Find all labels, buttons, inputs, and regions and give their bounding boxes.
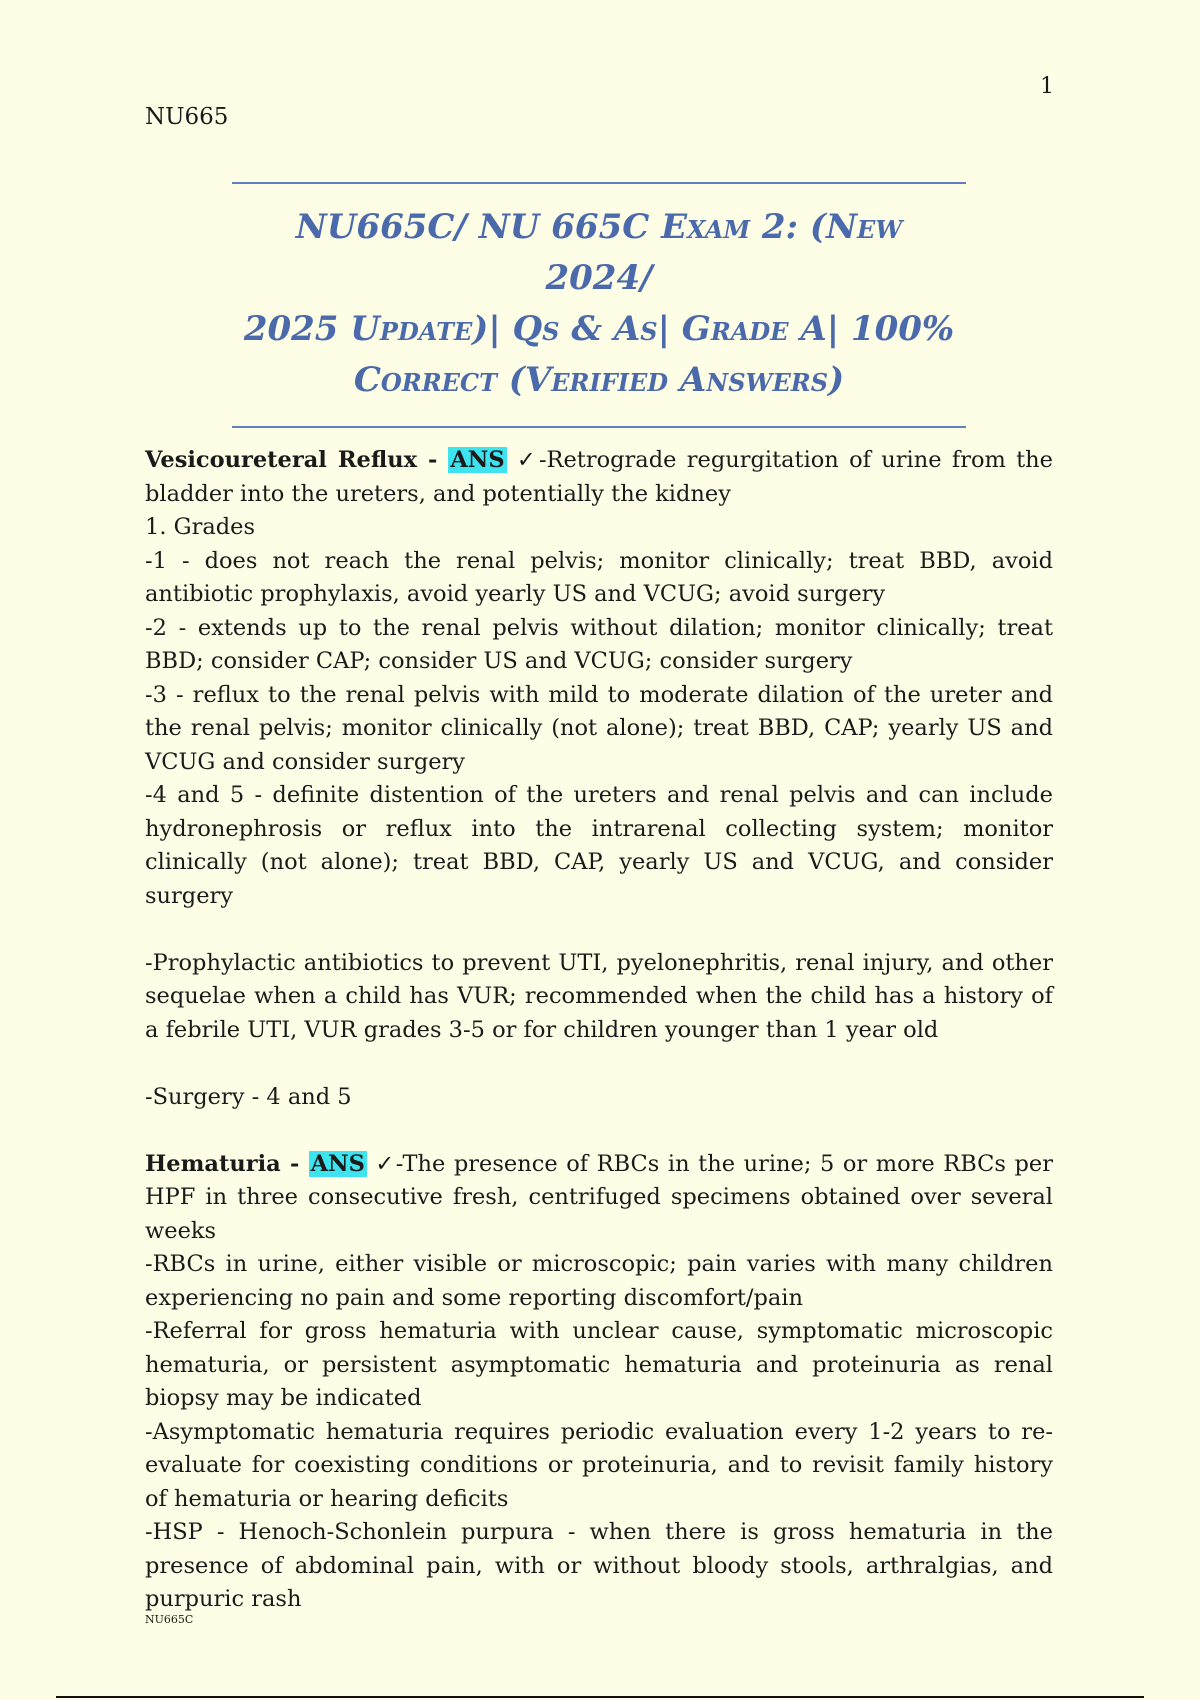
list-item: -3 - reflux to the renal pelvis with mild to moderate dilation of the ureter and the renal pelvis; monitor clinically (not alone); treat BBD, CAP; yearly US and VCUG and consider surgery <box>145 681 1053 775</box>
list-item: -Referral for gross hematuria with unclear cause, symptomatic microscopic hematuria, or persistent asymptomatic hematuria and proteinuria as renal biopsy may be indicated <box>145 1318 1053 1411</box>
document-title <box>232 182 966 428</box>
entry-term: Vesicoureteral Reflux - <box>145 447 449 473</box>
ans-badge: ANS <box>450 447 505 473</box>
list-item: 1. Grades <box>145 514 256 540</box>
entry-definition: ✓-Retrograde regurgitation of urine from the bladder into the ureters, and potentially the kidney <box>145 447 1053 507</box>
page-number: 1 <box>1040 74 1054 99</box>
qa-entry-vesicoureteral-reflux <box>145 444 1053 511</box>
list-item: -4 and 5 - definite distention of the ureters and renal pelvis and can include hydronephrosis or reflux into the intrarenal collecting system; monitor clinically (not alone); treat BBD, CAP, yearly US and VCUG, and consider surgery <box>145 782 1053 909</box>
list-item: -Surgery - 4 and 5 <box>145 1083 352 1110</box>
entry-term: Hematuria - <box>145 1150 309 1177</box>
footer-course-code: NU665C <box>145 1613 194 1626</box>
qa-entry-hematuria <box>145 1148 1053 1249</box>
list-item: -1 - does not reach the renal pelvis; monitor clinically; treat BBD, avoid antibiotic prophylaxis, avoid yearly US and VCUG; avoid surgery <box>145 547 1053 607</box>
list-item: -Asymptomatic hematuria requires periodic evaluation every 1-2 years to re-evaluate for coexisting conditions or proteinuria, and to revisit family history of hematuria or hearing deficits <box>145 1418 1053 1512</box>
footer-divider <box>56 1696 1144 1698</box>
ans-badge: ANS <box>310 1150 365 1177</box>
list-item: -RBCs in urine, either visible or microscopic; pain varies with many children experiencing no pain and some reporting discomfort/pain <box>145 1251 1053 1311</box>
qa-content <box>145 444 1053 1617</box>
header-course-code: NU665 <box>145 104 229 130</box>
list-item: -2 - extends up to the renal pelvis without dilation; monitor clinically; treat BBD; consider CAP; consider US and VCUG; consider surgery <box>145 614 1053 674</box>
list-item: -HSP - Henoch-Schonlein purpura - when there is gross hematuria in the presence of abdominal pain, with or without bloody stools, arthralgias, and purpuric rash <box>145 1519 1053 1612</box>
spacer <box>145 1114 1053 1148</box>
list-item: -Prophylactic antibiotics to prevent UTI, pyelonephritis, renal injury, and other sequelae when a child has VUR; recommended when the child has a history of a febrile UTI, VUR grades 3-5 or for children younger than 1 year old <box>145 949 1053 1043</box>
title-line-3: Correct (Verified Answers) <box>353 360 845 400</box>
title-line-1: NU665C/ NU 665C Exam 2: (New 2024/ <box>295 207 903 298</box>
spacer <box>145 913 1053 947</box>
title-line-2: 2025 Update)| Qs & As| Grade A| 100% <box>243 309 955 349</box>
entry-definition: ✓-The presence of RBCs in the urine; 5 or more RBCs per HPF in three consecutive fresh, centrifuged specimens obtained over several weeks <box>145 1150 1053 1244</box>
spacer <box>145 1047 1053 1081</box>
